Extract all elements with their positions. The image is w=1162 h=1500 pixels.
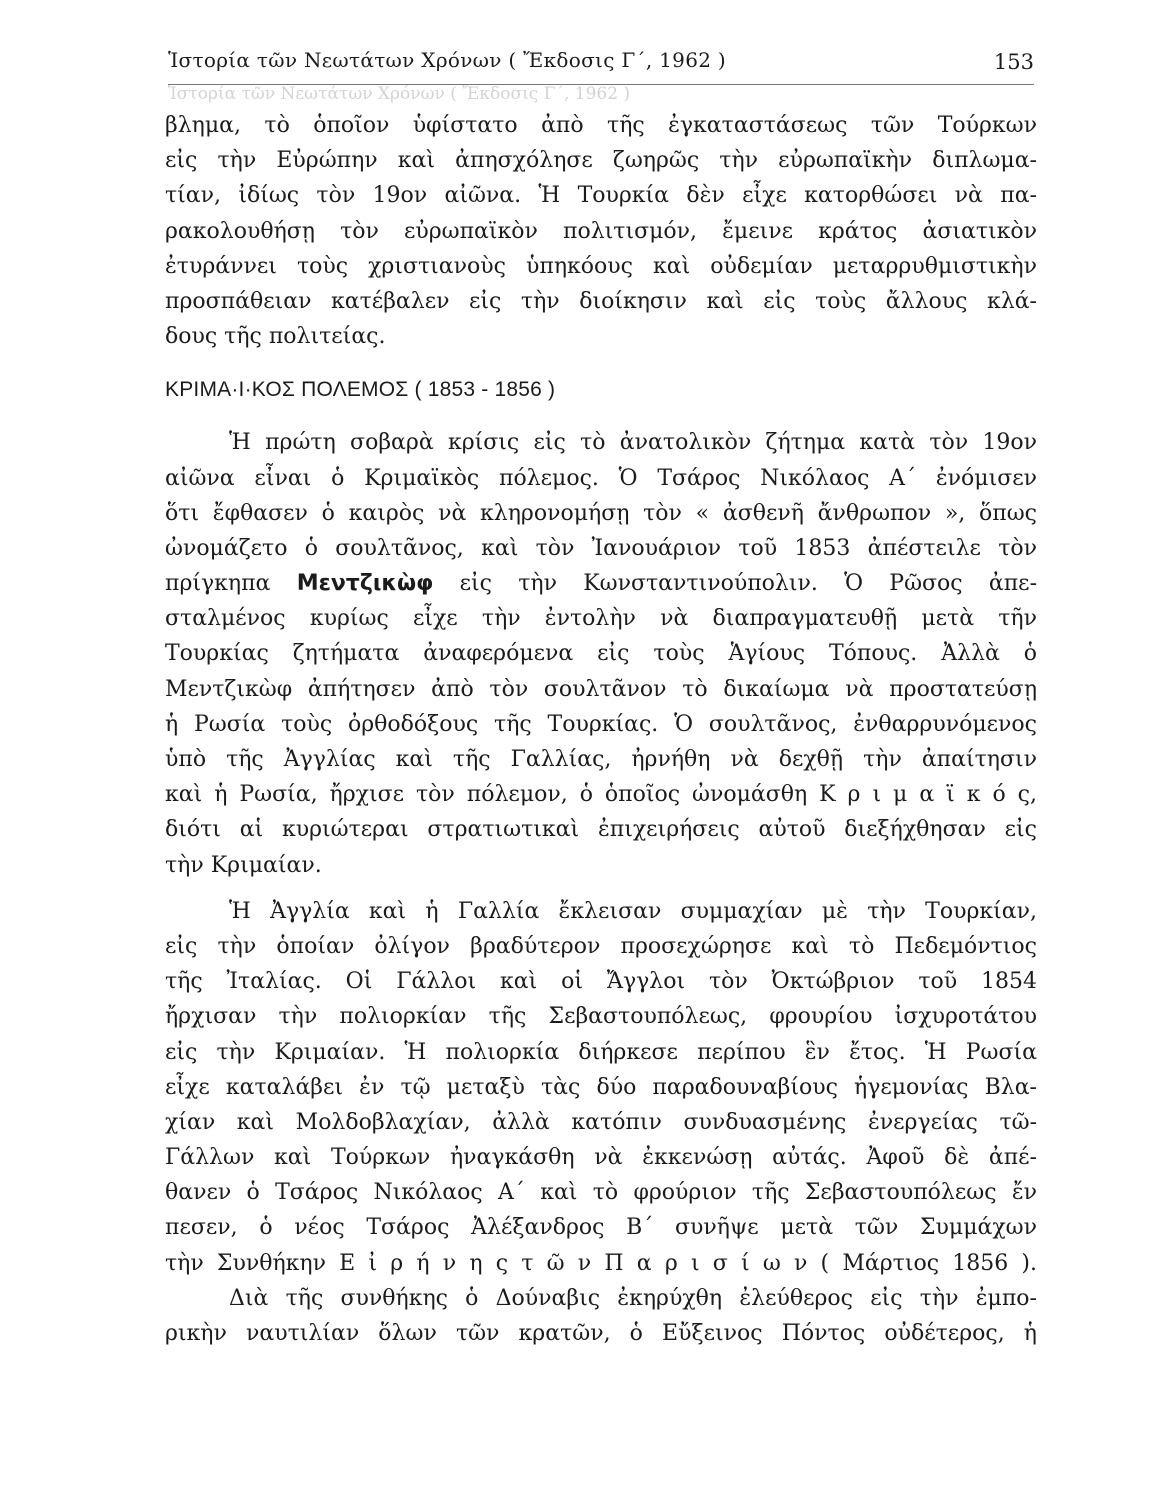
paragraph-alliance: [165, 894, 1037, 1281]
header-title: Ἱστορία τῶν Νεωτάτων Χρόνων ( Ἔκδοσις Γ΄, 1962 ): [168, 48, 727, 72]
text-line: διότι αἱ κυριώτεραι στρατιωτικαὶ ἐπιχειρήσεις αὐτοῦ διεξήχθησαν εἰς: [165, 817, 1037, 843]
text-line: ἡ Ρωσία τοὺς ὀρθοδόξους τῆς Τουρκίας. Ὁ σουλτᾶνος, ἐνθαρρυνόμενος: [165, 711, 1037, 737]
running-header: [168, 40, 1034, 85]
text-line: [165, 566, 1037, 601]
intro-paragraph: [165, 108, 1037, 354]
text-line: εἰς τὴν Εὐρώπην καὶ ἀπησχόλησε ζωηρῶς τὴν εὐρωπαϊκὴν διπλωμα-: [165, 148, 1037, 174]
text-line: τὴν Κριμαίαν.: [165, 852, 322, 878]
text-line: Γάλλων καὶ Τούρκων ἠναγκάσθη νὰ ἐκκενώσῃ αὐτάς. Ἀφοῦ δὲ ἀπέ-: [165, 1145, 1037, 1171]
text-line: ἤρχισαν τὴν πολιορκίαν τῆς Σεβαστουπόλεως, φρουρίου ἰσχυροτάτου: [165, 1004, 1037, 1030]
text-line: εἶχε καταλάβει ἐν τῷ μεταξὺ τὰς δύο παραδουναβίους ἡγεμονίας Βλα-: [165, 1074, 1037, 1100]
text-line: Μεντζικὼφ ἀπήτησεν ἀπὸ τὸν σουλτᾶνον τὸ δικαίωμα νὰ προστατεύσῃ: [165, 676, 1037, 702]
text-line: Τουρκίας ζητήματα ἀναφερόμενα εἰς τοὺς Ἁγίους Τόπους. Ἀλλὰ ὁ: [165, 641, 1037, 667]
text-line: Ἡ πρώτη σοβαρὰ κρίσις εἰς τὸ ἀνατολικὸν ζήτημα κατὰ τὸν 19ον: [229, 430, 1037, 456]
emphasized-name: Μεντζικὼφ: [296, 571, 434, 597]
page-number: 153: [993, 50, 1034, 74]
text-line: εἰς τὴν ὁποίαν ὀλίγον βραδύτερον προσεχώρησε καὶ τὸ Πεδεμόντιος: [165, 933, 1037, 959]
paragraph-crimean-war: [165, 425, 1037, 882]
text-line: Διὰ τῆς συνθήκης ὁ Δούναβις ἐκηρύχθη ἐλεύθερος εἰς τὴν ἐμπο-: [229, 1285, 1037, 1311]
paragraph-treaty: [165, 1281, 1037, 1351]
text-line: σταλμένος κυρίως εἶχε τὴν ἐντολὴν νὰ διαπραγματευθῇ μετὰ τῆν: [165, 606, 1037, 632]
text-line: ὑπὸ τῆς Ἀγγλίας καὶ τῆς Γαλλίας, ἠρνήθη νὰ δεχθῇ τὴν ἀπαίτησιν: [165, 747, 1037, 772]
text-line: πεσεν, ὁ νέος Τσάρος Ἀλέξανδρος Β΄ συνῆψε μετὰ τῶν Συμμάχων: [165, 1215, 1037, 1241]
text-span: πρίγκηπα: [165, 571, 297, 597]
text-line: Ἡ Ἀγγλία καὶ ἡ Γαλλία ἔκλεισαν συμμαχίαν μὲ τὴν Τουρκίαν,: [229, 898, 1037, 924]
text-line: ρακολουθήσῃ τὸν εὐρωπαϊκὸν πολιτισμόν, ἔμεινε κράτος ἀσιατικὸν: [165, 218, 1037, 244]
text-line: ὅτι ἔφθασεν ὁ καιρὸς νὰ κληρονομήσῃ τὸν « ἀσθενῆ ἄνθρωπον », ὅπως: [165, 500, 1037, 526]
text-line: θανεν ὁ Τσάρος Νικόλαος Α΄ καὶ τὸ φρούριον τῆς Σεβαστουπόλεως ἔν: [165, 1180, 1037, 1206]
text-line: αἰῶνα εἶναι ὁ Κριμαϊκὸς πόλεμος. Ὁ Τσάρος Νικόλαος Α΄ ἐνόμισεν: [165, 465, 1037, 491]
text-line: εἰς τὴν Κριμαίαν. Ἡ πολιορκία διήρκεσε περίπου ἓν ἔτος. Ἡ Ρωσία: [165, 1039, 1037, 1065]
text-line: προσπάθειαν κατέβαλεν εἰς τὴν διοίκησιν καὶ εἰς τοὺς ἄλλους κλά-: [165, 288, 1037, 314]
text-line: ἐτυράννει τοὺς χριστιανοὺς ὑπηκόους καὶ οὐδεμίαν μεταρρυθμιστικὴν: [165, 253, 1037, 279]
text-line: ρικὴν ναυτιλίαν ὅλων τῶν κρατῶν, ὁ Εὔξεινος Πόντος οὐδέτερος, ἡ: [165, 1321, 1037, 1346]
text-span: εἰς τὴν Κωνσταντινούπολιν. Ὁ Ρῶσος ἀπε-: [433, 571, 1037, 597]
text-line: ὠνομάζετο ὁ σουλτᾶνος, καὶ τὸν Ἰανουάριον τοῦ 1853 ἀπέστειλε τὸν: [165, 535, 1037, 561]
section-heading: ΚΡΙΜΑ·Ι·ΚΟΣ ΠΟΛΕΜΟΣ ( 1853 - 1856 ): [165, 378, 556, 402]
text-line: δους τῆς πολιτείας.: [165, 324, 386, 350]
body-text: [165, 108, 1037, 1351]
text-line: τίαν, ἰδίως τὸν 19ον αἰῶνα. Ἡ Τουρκία δὲν εἶχε κατορθώσει νὰ πα-: [165, 183, 1037, 209]
text-line: βλημα, τὸ ὁποῖον ὑφίστατο ἀπὸ τῆς ἐγκαταστάσεως τῶν Τούρκων: [165, 113, 1037, 138]
bleed-through-text: Ἱστορία τῶν Νεωτάτων Χρόνων ( Ἔκδοσις Γ΄, 1962 ): [168, 84, 631, 104]
text-line: χίαν καὶ Μολδοβλαχίαν, ἀλλὰ κατόπιν συνδυασμένης ἐνεργείας τῶ-: [165, 1109, 1037, 1135]
text-line: τῆς Ἰταλίας. Οἱ Γάλλοι καὶ οἱ Ἄγγλοι τὸν Ὀκτώβριον τοῦ 1854: [165, 969, 1037, 995]
text-line: καὶ ἡ Ρωσία, ἤρχισε τὸν πόλεμον, ὁ ὁποῖος ὠνομάσθη Κ ρ ι μ α ϊ κ ό ς,: [165, 782, 1037, 808]
text-line: τὴν Συνθήκην Ε ἰ ρ ή ν η ς τ ῶ ν Π α ρ ι σ ί ω ν ( Μάρτιος 1856 ).: [165, 1250, 1037, 1276]
